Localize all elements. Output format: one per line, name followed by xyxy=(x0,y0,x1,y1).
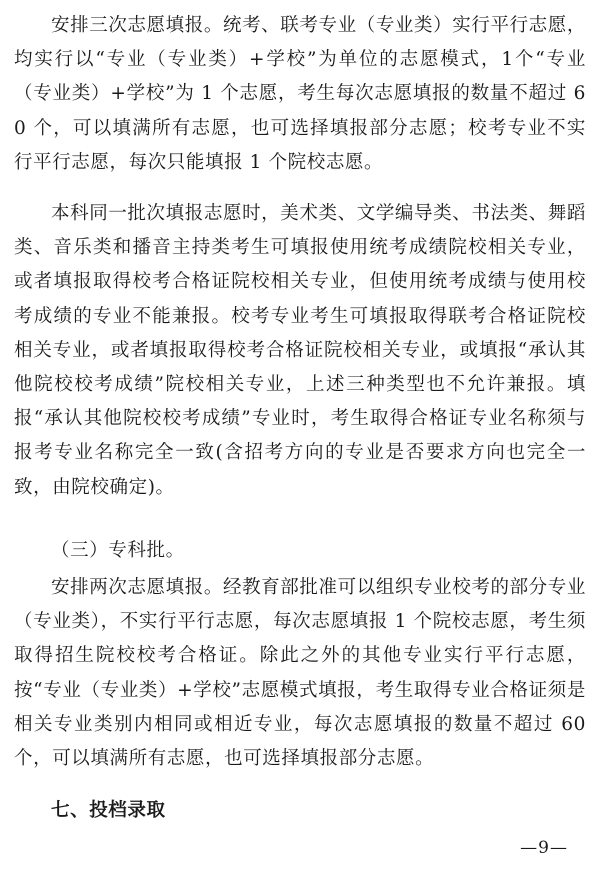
subheading-vocational-batch: （三）专科批。 xyxy=(51,540,185,561)
paragraph-vocational-rules: 安排两次志愿填报。经教育部批准可以组织专业校考的部分专业（专业类），不实行平行志愿，每次志愿填报 1 个院校志愿，考生须取得招生院校校考合格证。除此之外的其他专业实行平行志愿，按“专业（专业类）+学校”志愿模式填报，考生取得专业合格证须是相关专业类别内相同或相近专业，每次志愿填报的数量不超过 60 个，可以填满所有志愿，也可选择填报部分志愿。 xyxy=(14,577,586,770)
paragraph-undergraduate-rules: 本科同一批次填报志愿时，美术类、文学编导类、书法类、舞蹈类、音乐类和播音主持类考生可填报使用统考成绩院校相关专业，或者填报取得校考合格证院校相关专业，但使用统考成绩与使用校考成绩的专业不能兼报。校考专业考生可填报取得联考合格证院校相关专业，或者填报取得校考合格证院校相关专业，或填报“承认其他院校校考成绩”院校相关专业，上述三种类型也不允许兼报。填报“承认其他院校校考成绩”专业时，考生取得合格证专业名称须与报考专业名称完全一致(含招考方向的专业是否要求方向也完全一致，由院校确定)。 xyxy=(14,203,586,498)
section-heading-admission: 七、投档录取 xyxy=(51,800,166,821)
page-number: —9— xyxy=(520,838,568,858)
paragraph-volunteer-rounds: 安排三次志愿填报。统考、联考专业（专业类）实行平行志愿，均实行以“专业（专业类）+学校”为单位的志愿模式，1个“专业（专业类）+学校”为 1 个志愿，考生每次志愿填报的数量不超过 60 个，可以填满所有志愿，也可选择填报部分志愿；校考专业不实行平行志愿，每次只能填报 1 个院校志愿。 xyxy=(14,15,586,173)
